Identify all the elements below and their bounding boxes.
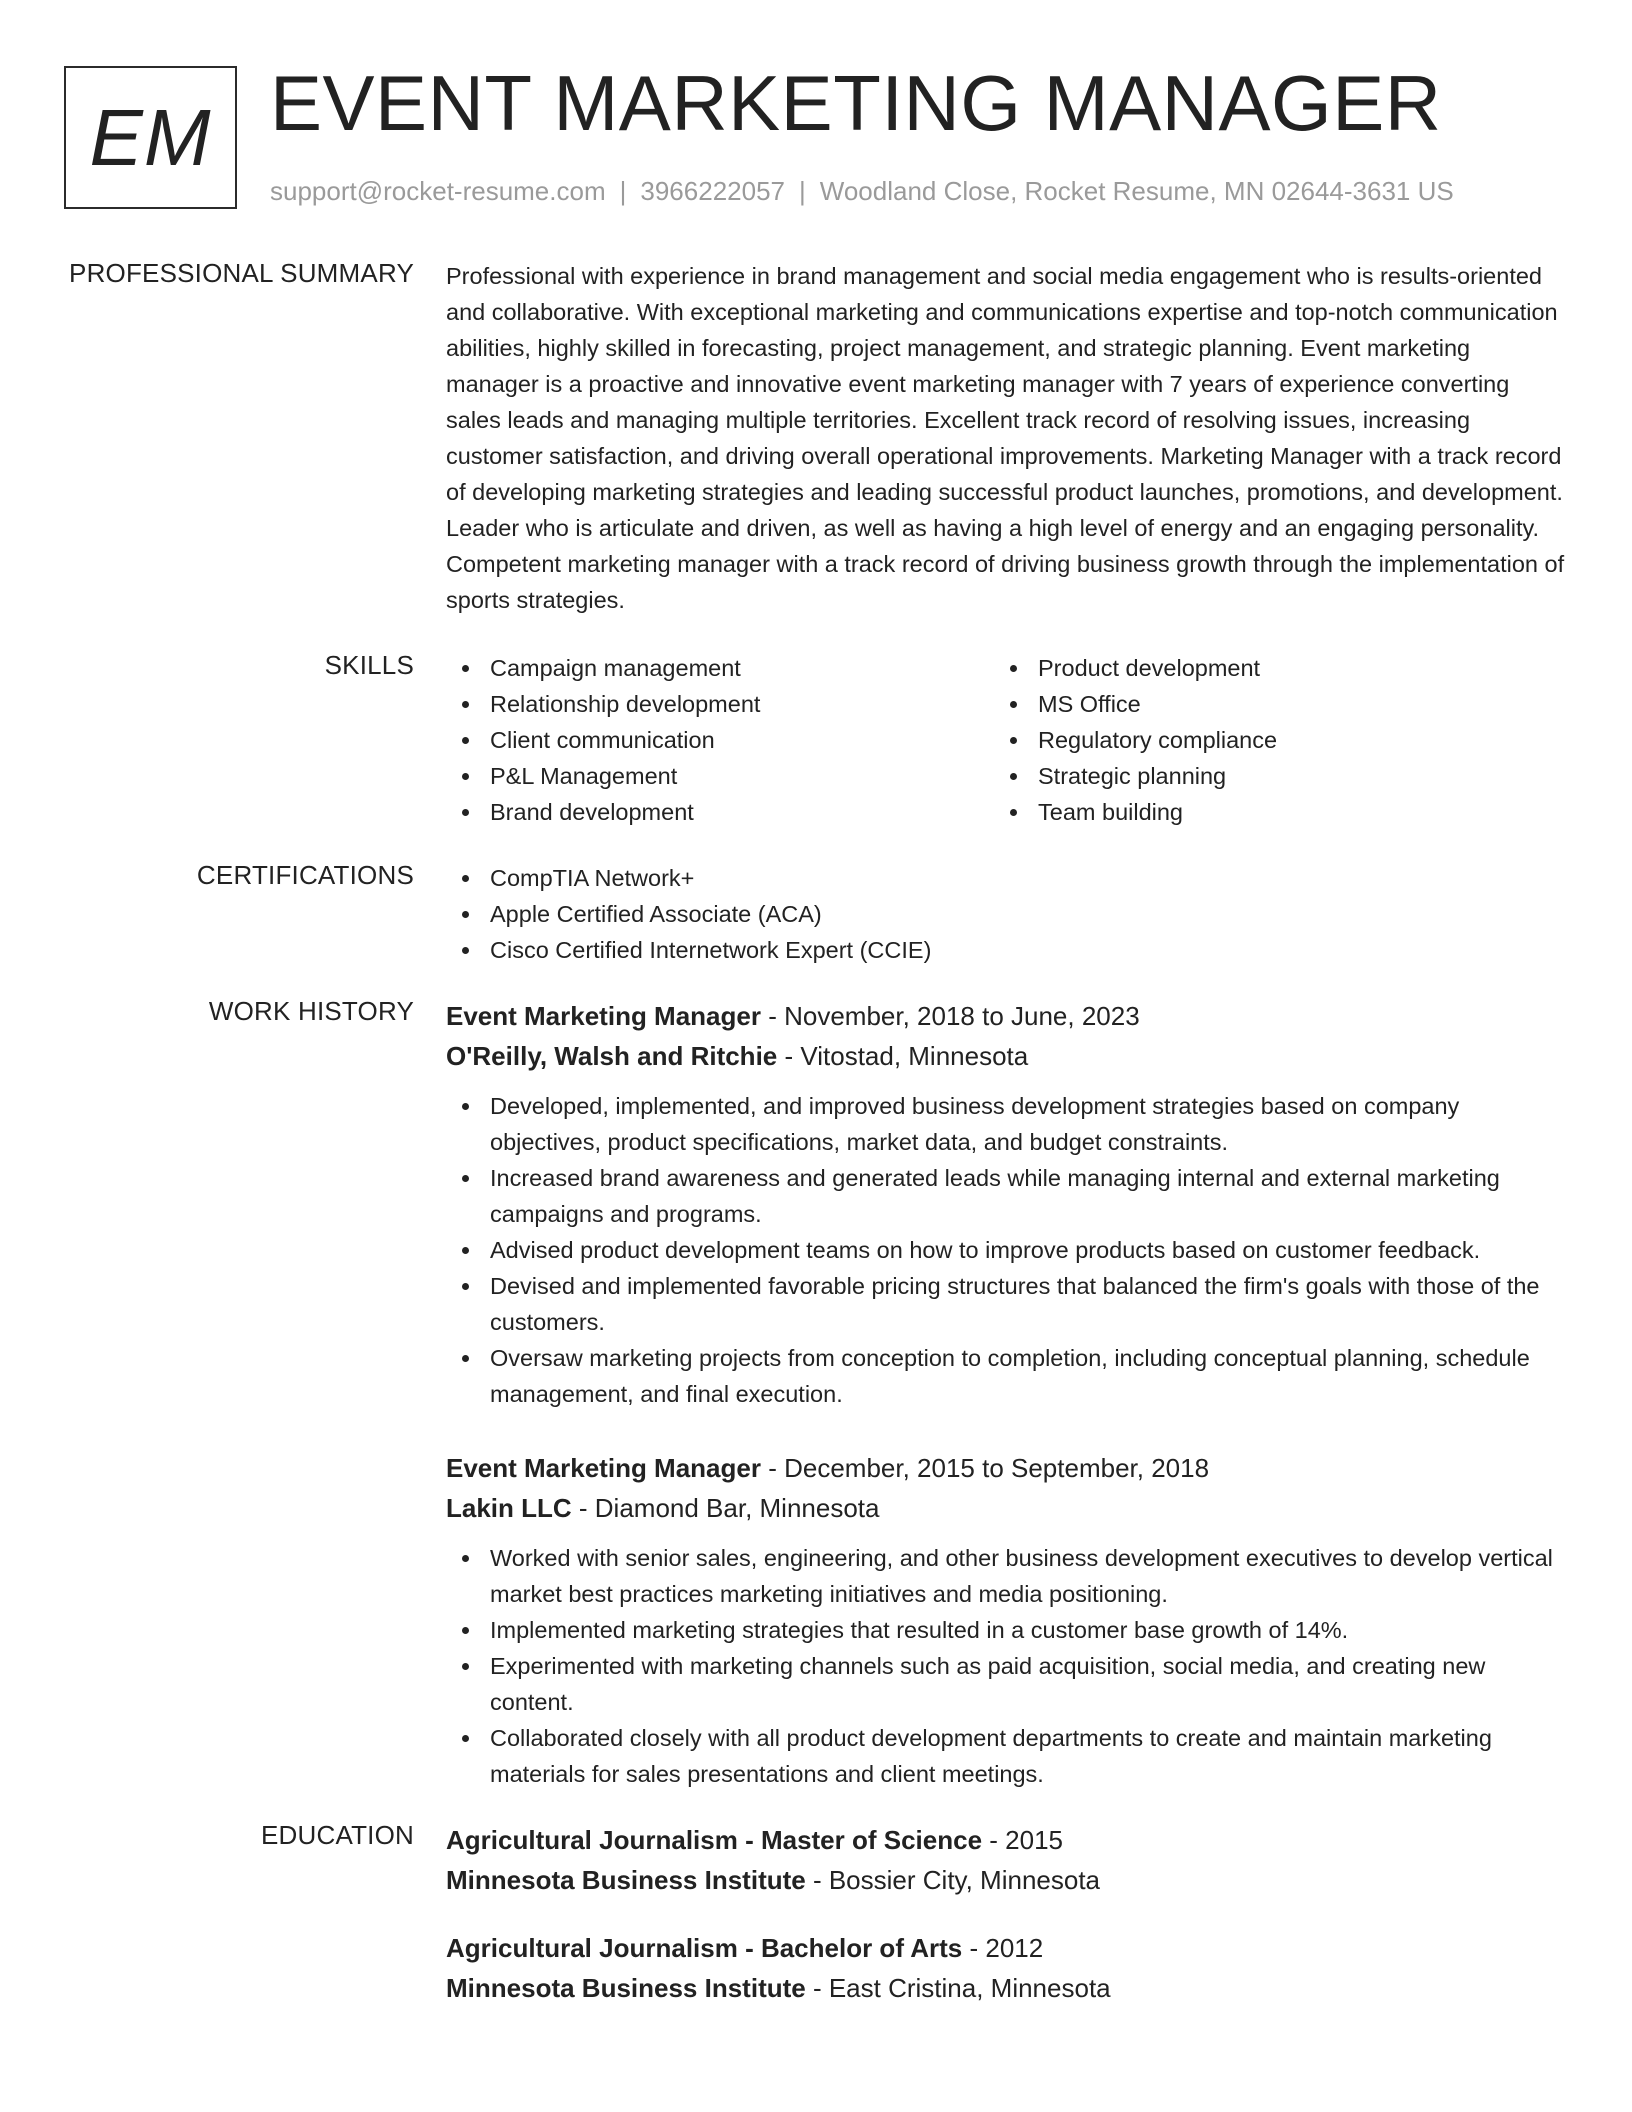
degree-name: Agricultural Journalism - Bachelor of Arts bbox=[446, 1933, 963, 1963]
job-duty: Devised and implemented favorable pricing structures that balanced the firm's goals with those of the customers. bbox=[446, 1268, 1566, 1340]
job-title-line bbox=[446, 1448, 1566, 1488]
job-duties-list bbox=[446, 1540, 1566, 1792]
monogram-badge bbox=[64, 66, 237, 209]
degree-year: - 2012 bbox=[962, 1933, 1044, 1963]
skills-list-right bbox=[994, 650, 1542, 830]
job-duty: Worked with senior sales, engineering, and other business development executives to develop vertical market best practices marketing initiatives and media positioning. bbox=[446, 1540, 1566, 1612]
certification-item: CompTIA Network+ bbox=[446, 860, 1566, 896]
skill-item: Regulatory compliance bbox=[994, 722, 1542, 758]
monogram-initials: EM bbox=[89, 92, 212, 182]
school-name: Minnesota Business Institute bbox=[446, 1973, 806, 2003]
job-location: - Vitostad, Minnesota bbox=[777, 1041, 1029, 1071]
skill-item: Client communication bbox=[446, 722, 994, 758]
skill-item: Strategic planning bbox=[994, 758, 1542, 794]
skill-item: Campaign management bbox=[446, 650, 994, 686]
certification-item: Apple Certified Associate (ACA) bbox=[446, 896, 1566, 932]
job-duty: Advised product development teams on how to improve products based on customer feedback. bbox=[446, 1232, 1566, 1268]
resume-title: EVENT MARKETING MANAGER bbox=[270, 59, 1442, 147]
job-dates: - December, 2015 to September, 2018 bbox=[760, 1453, 1210, 1483]
skill-item: Relationship development bbox=[446, 686, 994, 722]
job-title-line bbox=[446, 996, 1566, 1036]
job-company-line bbox=[446, 1036, 1566, 1076]
job-dates: - November, 2018 to June, 2023 bbox=[760, 1001, 1140, 1031]
education-entry bbox=[446, 1928, 1566, 2008]
skill-item: Product development bbox=[994, 650, 1542, 686]
school-location: - East Cristina, Minnesota bbox=[805, 1973, 1111, 2003]
job-entry bbox=[446, 996, 1566, 1412]
education-heading: EDUCATION bbox=[261, 1820, 414, 1850]
job-company: O'Reilly, Walsh and Ritchie bbox=[446, 1041, 778, 1071]
job-title: Event Marketing Manager bbox=[446, 1453, 761, 1483]
school-location: - Bossier City, Minnesota bbox=[805, 1865, 1101, 1895]
school-line bbox=[446, 1968, 1566, 2008]
job-duty: Implemented marketing strategies that resulted in a customer base growth of 14%. bbox=[446, 1612, 1566, 1648]
contact-address: Woodland Close, Rocket Resume, MN 02644-3631 US bbox=[819, 176, 1454, 206]
summary-text: Professional with experience in brand management and social media engagement who is results-oriented and collaborative. With exceptional marketing and communications expertise and top-notch communication abilities, highly skilled in forecasting, project management, and strategic planning. Event marketing manager is a proactive and innovative event marketing manager with 7 years of experience converting sales leads and managing multiple territories. Excellent track record of resolving issues, increasing customer satisfaction, and driving overall operational improvements. Marketing Manager with a track record of developing marketing strategies and leading successful product launches, promotions, and development. Leader who is articulate and driven, as well as having a high level of energy and an engaging personality. Competent marketing manager with a track record of driving business growth through the implementation of sports strategies. bbox=[446, 263, 1565, 613]
contact-email[interactable]: support@rocket-resume.com bbox=[270, 176, 606, 206]
skill-item: P&L Management bbox=[446, 758, 994, 794]
job-company: Lakin LLC bbox=[446, 1493, 572, 1523]
job-duty: Oversaw marketing projects from conception to completion, including conceptual planning, schedule management, and final execution. bbox=[446, 1340, 1566, 1412]
education-entry bbox=[446, 1820, 1566, 1900]
contact-separator: | bbox=[799, 176, 806, 206]
certifications-heading: CERTIFICATIONS bbox=[196, 860, 414, 890]
job-duty: Developed, implemented, and improved business development strategies based on company objectives, product specifications, market data, and budget constraints. bbox=[446, 1088, 1566, 1160]
school-line bbox=[446, 1860, 1566, 1900]
degree-name: Agricultural Journalism - Master of Science bbox=[446, 1825, 983, 1855]
skill-item: Brand development bbox=[446, 794, 994, 830]
work-history-heading: WORK HISTORY bbox=[208, 996, 414, 1026]
skill-item: Team building bbox=[994, 794, 1542, 830]
skill-item: MS Office bbox=[994, 686, 1542, 722]
degree-year: - 2015 bbox=[982, 1825, 1063, 1855]
skills-list-left bbox=[446, 650, 994, 830]
certification-item: Cisco Certified Internetwork Expert (CCIE) bbox=[446, 932, 1566, 968]
job-title: Event Marketing Manager bbox=[446, 1001, 761, 1031]
job-duties-list bbox=[446, 1088, 1566, 1412]
job-duty: Collaborated closely with all product development departments to create and maintain marketing materials for sales presentations and client meetings. bbox=[446, 1720, 1566, 1792]
degree-line bbox=[446, 1820, 1566, 1860]
skills-heading: SKILLS bbox=[324, 650, 414, 680]
job-company-line bbox=[446, 1488, 1566, 1528]
summary-heading: PROFESSIONAL SUMMARY bbox=[69, 258, 414, 288]
job-entry bbox=[446, 1448, 1566, 1792]
contact-separator: | bbox=[619, 176, 627, 206]
certifications-list bbox=[446, 860, 1566, 968]
job-duty: Experimented with marketing channels such as paid acquisition, social media, and creating new content. bbox=[446, 1648, 1566, 1720]
degree-line bbox=[446, 1928, 1566, 1968]
contact-line bbox=[270, 176, 1454, 207]
contact-phone[interactable]: 3966222057 bbox=[640, 176, 785, 206]
job-location: - Diamond Bar, Minnesota bbox=[571, 1493, 880, 1523]
school-name: Minnesota Business Institute bbox=[446, 1865, 806, 1895]
job-duty: Increased brand awareness and generated leads while managing internal and external marketing campaigns and programs. bbox=[446, 1160, 1566, 1232]
